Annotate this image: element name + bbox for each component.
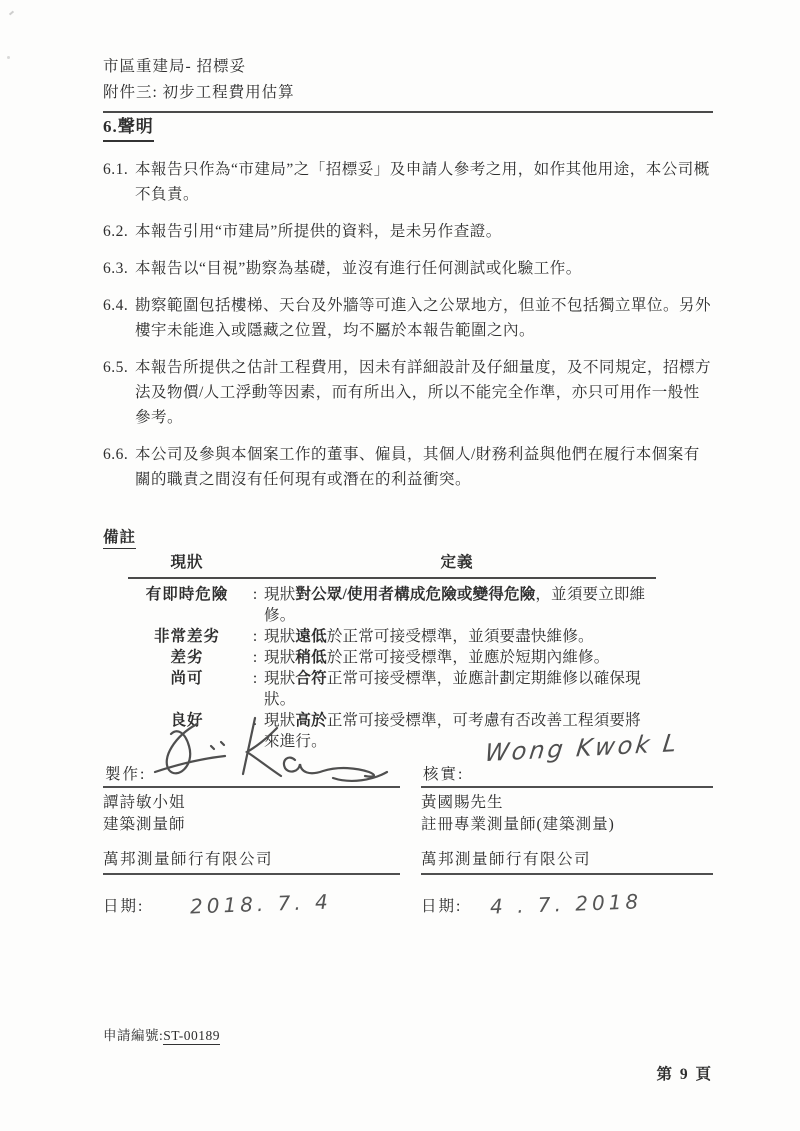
clause-number: 6.5. bbox=[103, 359, 129, 376]
header-appendix-title: 附件三: 初步工程費用估算 bbox=[103, 84, 295, 101]
table-header-row bbox=[128, 551, 656, 577]
clause-number: 6.3. bbox=[103, 260, 129, 277]
document-header bbox=[103, 0, 713, 106]
clause-text: 本報告引用“市建局”所提供的資料，是未另作查證。 bbox=[135, 223, 502, 240]
status-label: 有即時危險 bbox=[145, 586, 229, 603]
verified-name: 黃國賜先生 bbox=[421, 794, 504, 811]
scan-artifact-dot bbox=[7, 56, 10, 59]
declaration-clauses bbox=[103, 157, 713, 492]
remarks-heading: 備註 bbox=[103, 525, 136, 549]
clause-number: 6.4. bbox=[103, 297, 129, 314]
section-heading: 6.聲明 bbox=[103, 115, 154, 142]
status-label: 非常差劣 bbox=[153, 628, 220, 645]
verified-company: 萬邦測量師行有限公司 bbox=[421, 850, 713, 875]
colon-separator: : bbox=[252, 628, 258, 645]
status-label: 尚可 bbox=[170, 670, 204, 687]
table-row bbox=[128, 584, 656, 626]
header-divider-line bbox=[103, 111, 713, 113]
verified-date-label: 日期: bbox=[421, 898, 463, 915]
definition-text: 現狀遠低於正常可接受標準，並須要盡快維修。 bbox=[264, 628, 594, 645]
clause-number: 6.6. bbox=[103, 446, 129, 463]
status-label: 差劣 bbox=[170, 649, 204, 666]
prepared-date-handwritten: 2018. 7. 4 bbox=[189, 889, 333, 919]
verified-by-block bbox=[421, 728, 713, 919]
prepared-name: 譚詩敏小姐 bbox=[103, 794, 186, 811]
definition-text: 現狀對公眾/使用者構成危險或變得危險，並須要立即維修。 bbox=[264, 586, 646, 624]
table-row bbox=[128, 647, 656, 668]
prepared-signature-line bbox=[103, 760, 400, 788]
clause-text: 本報告以“目視”勘察為基礎，並沒有進行任何測試或化驗工作。 bbox=[135, 260, 582, 277]
clause-6-4 bbox=[103, 293, 713, 343]
table-row bbox=[128, 668, 656, 710]
page-number: 第 9 頁 bbox=[656, 1066, 713, 1083]
column-header-spacer bbox=[246, 553, 264, 573]
prepared-company: 萬邦測量師行有限公司 bbox=[103, 850, 400, 875]
definition-text: 現狀稍低於正常可接受標準，並應於短期內維修。 bbox=[264, 649, 610, 666]
definition-text: 現狀高於正常可接受標準，可考慮有否改善工程須要將來進行。 bbox=[264, 712, 641, 750]
header-org-title: 市區重建局- 招標妥 bbox=[103, 58, 247, 75]
verified-title: 註冊專業測量師(建築測量) bbox=[421, 816, 615, 833]
application-number-row bbox=[103, 1024, 713, 1044]
clause-6-3 bbox=[103, 256, 713, 281]
prepared-by-block bbox=[103, 760, 400, 918]
clause-text: 勘察範圍包括樓梯、天台及外牆等可進入之公眾地方，但並不包括獨立單位。另外樓宇未能進入或隱藏之位置，均不屬於本報告範圍之內。 bbox=[135, 297, 712, 339]
application-number-value: ST-00189 bbox=[163, 1028, 221, 1043]
clause-text: 本報告只作為“市建局”之「招標妥」及申請人參考之用，如作其他用途，本公司概不負責。 bbox=[135, 161, 710, 203]
clause-6-2 bbox=[103, 219, 713, 244]
verified-label: 核實: bbox=[423, 766, 465, 783]
verified-date-row bbox=[421, 889, 713, 919]
remarks-section bbox=[103, 525, 713, 752]
prepared-label: 製作: bbox=[105, 766, 147, 783]
clause-text: 本報告所提供之估計工程費用，因未有詳細設計及仔細量度，及不同規定，招標方法及物價/人工浮動等因素，而有所出入，所以不能完全作準，亦只可用作一般性參考。 bbox=[135, 359, 712, 426]
section-heading-row bbox=[103, 115, 713, 142]
condition-definition-table bbox=[128, 551, 656, 752]
application-number-label: 申請編號: bbox=[103, 1028, 164, 1043]
colon-separator: : bbox=[252, 586, 258, 603]
scan-artifact-mark bbox=[9, 11, 14, 16]
prepared-title: 建築測量師 bbox=[103, 816, 186, 833]
verified-date-handwritten: 4 . 7. 2018 bbox=[489, 889, 643, 919]
clause-text: 本公司及參與本個案工作的董事、僱員，其個人/財務利益與他們在履行本個案有關的職責之間沒有任何現有或潛在的利益衝突。 bbox=[135, 446, 700, 488]
prepared-date-label: 日期: bbox=[103, 898, 145, 915]
table-row bbox=[128, 626, 656, 647]
prepared-date-row bbox=[103, 889, 400, 919]
clause-number: 6.1. bbox=[103, 161, 129, 178]
clause-number: 6.2. bbox=[103, 223, 129, 240]
clause-6-6 bbox=[103, 442, 713, 492]
colon-separator: : bbox=[252, 712, 258, 729]
colon-separator: : bbox=[252, 649, 258, 666]
status-label: 良好 bbox=[170, 712, 204, 729]
clause-6-5 bbox=[103, 355, 713, 430]
colon-separator: : bbox=[252, 670, 258, 687]
verified-signature-line bbox=[421, 728, 713, 788]
definition-text: 現狀合符正常可接受標準，並應計劃定期維修以確保現狀。 bbox=[264, 670, 641, 708]
verified-signature-handwritten: Wong Kwok L bbox=[483, 728, 682, 768]
column-header-definition: 定義 bbox=[440, 554, 474, 571]
column-header-status: 現狀 bbox=[170, 554, 204, 571]
table-rows bbox=[128, 579, 656, 752]
clause-6-1 bbox=[103, 157, 713, 207]
